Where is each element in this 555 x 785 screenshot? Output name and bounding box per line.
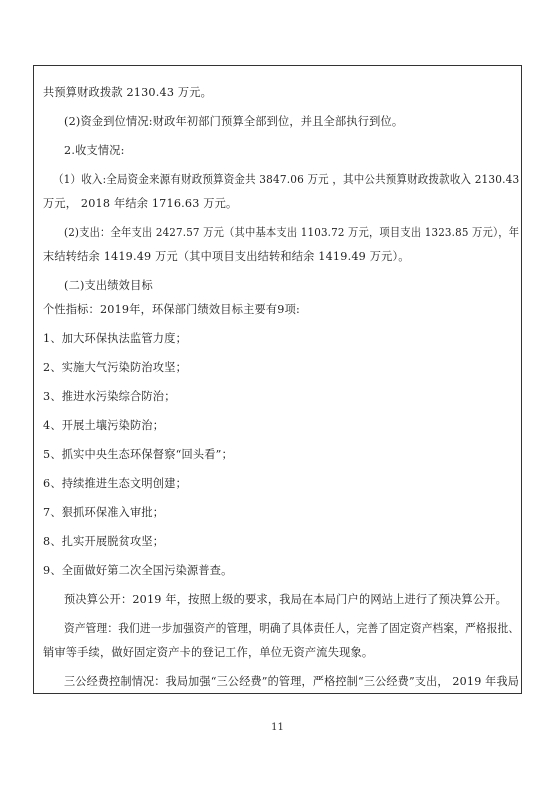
text-line: 个性指标：2019年，环保部门绩效目标主要有9项: <box>43 303 300 316</box>
list-item: 2、实施大气污染防治攻坚； <box>43 361 187 374</box>
list-item: 4、开展土壤污染防治； <box>43 419 165 432</box>
list-item: 3、推进水污染综合防治； <box>43 390 176 403</box>
text-line: (2)支出：全年支出 2427.57 万元（其中基本支出 1103.72 万元，项目支出 1323.85 万元），年 <box>64 226 520 239</box>
list-item: 5、抓实中央生态环保督察“回头看”； <box>43 448 233 461</box>
list-item: 7、狠抓环保准入审批； <box>43 506 165 519</box>
text-line: 万元， 2018 年结余 1716.63 万元。 <box>43 197 238 210</box>
list-item: 1、加大环保执法监管力度； <box>43 332 187 345</box>
text-line: 共预算财政拨款 2130.43 万元。 <box>43 86 213 99</box>
page-number: 11 <box>271 722 284 733</box>
text-line: 销审等手续，做好固定资产卡的登记工作，单位无资产流失现象。 <box>43 646 374 659</box>
list-item: 9、全面做好第二次全国污染源普查。 <box>43 564 233 577</box>
section-heading: (二)支出绩效目标 <box>64 279 153 292</box>
text-line: 预决算公开：2019 年，按照上级的要求，我局在本局门户的网站上进行了预决算公开。 <box>64 593 507 606</box>
text-line: 三公经费控制情况：我局加强“三公经费”的管理，严格控制“三公经费”支出， 2019 年我局 <box>64 675 520 688</box>
list-item: 6、持续推进生态文明创建； <box>43 477 187 490</box>
list-item: 8、扎实开展脱贫攻坚； <box>43 535 165 548</box>
text-line: 末结转结余 1419.49 万元（其中项目支出结转和结余 1419.49 万元）。 <box>43 250 410 263</box>
text-line: （1）收入:全局资金来源有财政预算资金共 3847.06 万元 ，其中公共预算财政拨款收入 2130.43 <box>53 173 520 186</box>
text-line: (2)资金到位情况:财政年初部门预算全部到位，并且全部执行到位。 <box>64 115 404 128</box>
text-line: 2.收支情况: <box>64 144 125 157</box>
text-line: 资产管理：我们进一步加强资产的管理，明确了具体责任人，完善了固定资产档案，严格报批、 <box>64 622 520 635</box>
